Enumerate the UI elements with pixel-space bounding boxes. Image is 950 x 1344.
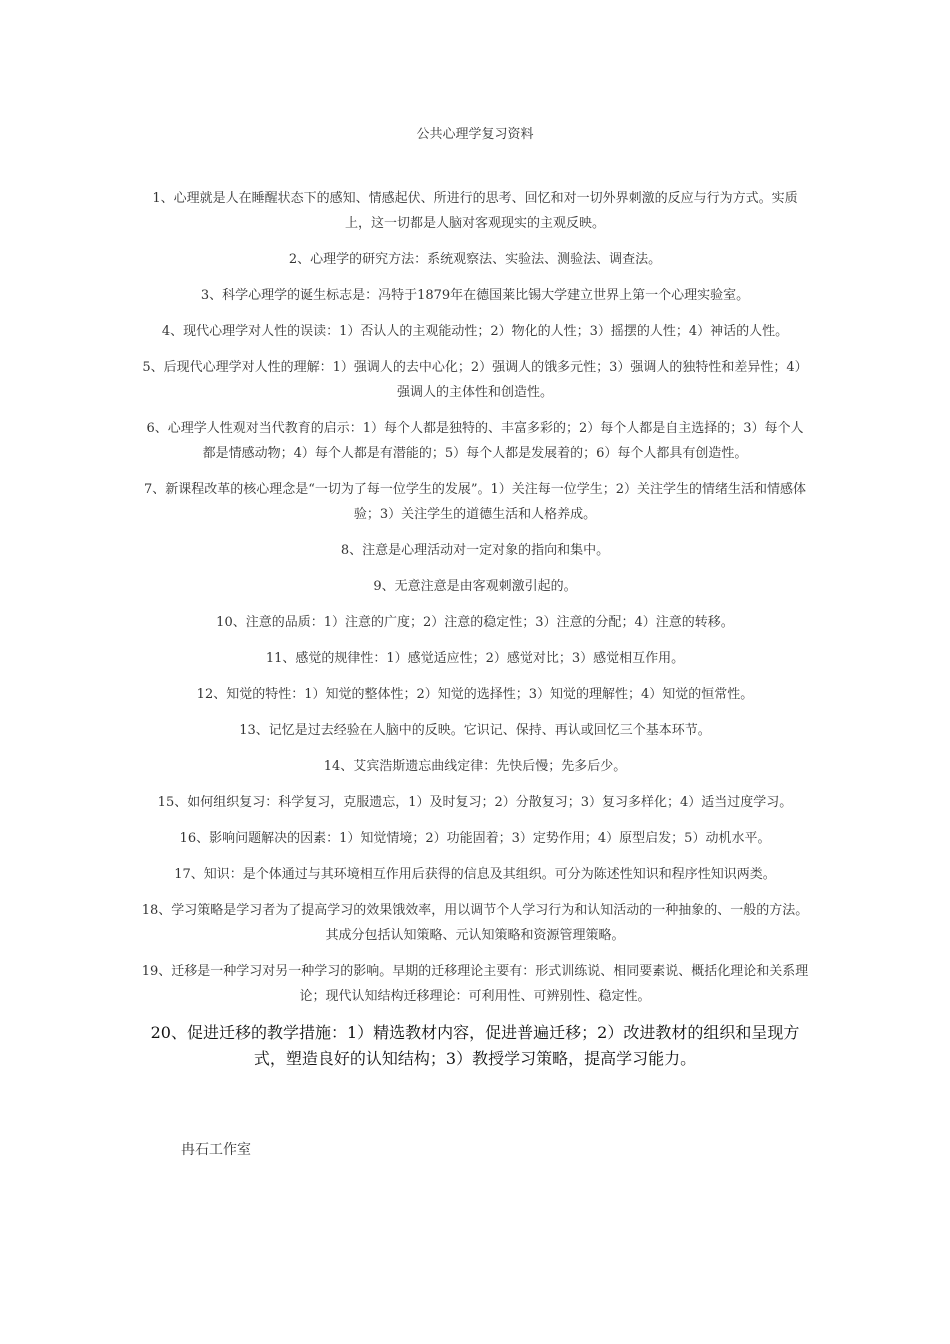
list-item: 5、后现代心理学对人性的理解：1）强调人的去中心化；2）强调人的饿多元性；3）强调人的独特性和差异性；4）强调人的主体性和创造性。 (142, 360, 808, 400)
list-item: 8、注意是心理活动对一定对象的指向和集中。 (340, 543, 610, 558)
list-item: 2、心理学的研究方法：系统观察法、实验法、测验法、调查法。 (288, 252, 662, 267)
list-item: 7、新课程改革的核心理念是“一切为了每一位学生的发展”。1）关注每一位学生；2）关注学生的情绪生活和情感体验；3）关注学生的道德生活和人格养成。 (143, 482, 807, 522)
list-item: 9、无意注意是由客观刺激引起的。 (373, 579, 577, 594)
list-item-emphasized: 20、促进迁移的教学措施：1）精选教材内容，促进普遍迁移；2）改进教材的组织和呈现方式，塑造良好的认知结构；3）教授学习策略，提高学习能力。 (150, 1023, 800, 1068)
list-item: 17、知识：是个体通过与其环境相互作用后获得的信息及其组织。可分为陈述性知识和程序性知识两类。 (174, 867, 776, 882)
list-item: 3、科学心理学的诞生标志是：冯特于1879年在德国莱比锡大学建立世界上第一个心理实验室。 (200, 288, 750, 303)
list-item: 6、心理学人性观对当代教育的启示：1）每个人都是独特的、丰富多彩的；2）每个人都是自主选择的；3）每个人都是情感动物；4）每个人都是有潜能的；5）每个人都是发展着的；6）每个人都具有创造性。 (146, 421, 804, 461)
studio-signature: 冉石工作室 (181, 1142, 251, 1158)
list-item: 14、艾宾浩斯遗忘曲线定律：先快后慢；先多后少。 (323, 759, 627, 774)
list-item: 4、现代心理学对人性的误读：1）否认人的主观能动性；2）物化的人性；3）摇摆的人性；4）神话的人性。 (161, 324, 789, 339)
list-item: 19、迁移是一种学习对另一种学习的影响。早期的迁移理论主要有：形式训练说、相同要素说、概括化理论和关系理论；现代认知结构迁移理论：可利用性、可辨别性、稳定性。 (141, 964, 809, 1004)
list-item: 11、感觉的规律性：1）感觉适应性；2）感觉对比；3）感觉相互作用。 (265, 651, 685, 666)
review-items-list (140, 186, 810, 1083)
list-item: 10、注意的品质：1）注意的广度；2）注意的稳定性；3）注意的分配；4）注意的转移。 (216, 615, 734, 630)
list-item: 16、影响问题解决的因素：1）知觉情境；2）功能固着；3）定势作用；4）原型启发；5）动机水平。 (179, 831, 771, 846)
list-item: 12、知觉的特性：1）知觉的整体性；2）知觉的选择性；3）知觉的理解性；4）知觉的恒常性。 (196, 687, 754, 702)
list-item: 15、如何组织复习：科学复习，克服遗忘，1）及时复习；2）分散复习；3）复习多样化；4）适当过度学习。 (157, 795, 793, 810)
list-item: 1、心理就是人在睡醒状态下的感知、情感起伏、所进行的思考、回忆和对一切外界刺激的反应与行为方式。实质上，这一切都是人脑对客观现实的主观反映。 (152, 191, 798, 231)
list-item: 13、记忆是过去经验在人脑中的反映。它识记、保持、再认或回忆三个基本环节。 (239, 723, 711, 738)
document-title: 公共心理学复习资料 (416, 127, 534, 142)
list-item: 18、学习策略是学习者为了提高学习的效果饿效率，用以调节个人学习行为和认知活动的一种抽象的、一般的方法。其成分包括认知策略、元认知策略和资源管理策略。 (141, 903, 809, 943)
